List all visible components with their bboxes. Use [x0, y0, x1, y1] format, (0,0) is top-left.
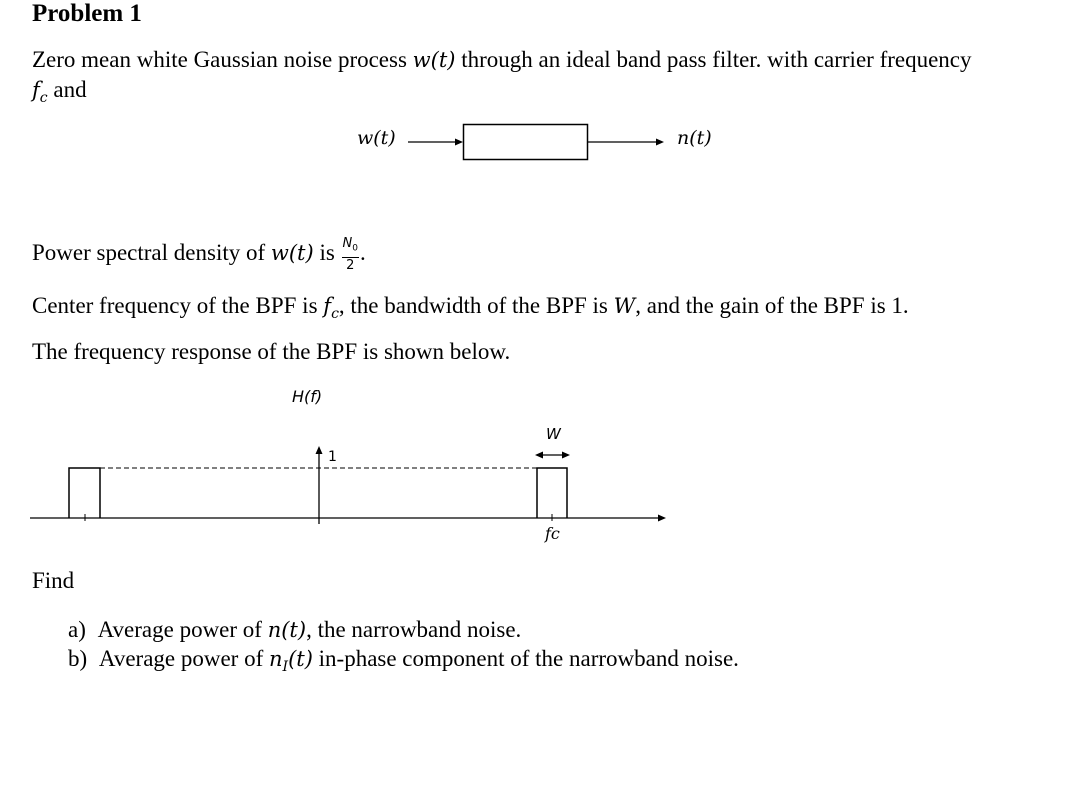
plot-gain-label: 1 — [328, 449, 337, 465]
center-line — [32, 293, 909, 322]
psd-period: . — [360, 240, 366, 266]
psd-is-text: is — [313, 240, 341, 266]
question-a-text: Average power of — [97, 617, 268, 642]
question-b-symbol-arg: (t) — [288, 647, 313, 671]
intro-text-3: and — [47, 77, 87, 102]
intro-w-symbol: w(t) — [412, 48, 456, 72]
diagram-output-label: n(t) — [677, 127, 712, 149]
psd-w-symbol: w(t) — [270, 241, 314, 266]
psd-numerator-subscript: 0 — [352, 243, 359, 254]
question-b — [68, 646, 739, 675]
bpf-block — [464, 125, 588, 160]
problem-title: Problem 1 — [32, 0, 142, 27]
question-a — [68, 617, 521, 643]
center-fc-symbol: f — [323, 294, 332, 318]
question-a-symbol: n(t) — [267, 618, 307, 642]
magnitude-axis-arrowhead — [316, 446, 323, 454]
center-text-3: , and the gain of the BPF is 1. — [635, 293, 909, 318]
bandwidth-arrow-left — [535, 452, 543, 459]
bandwidth-arrow-right — [562, 452, 570, 459]
question-b-marker: b) — [68, 646, 88, 671]
question-a-tail: , the narrowband noise. — [306, 617, 522, 642]
center-fc-subscript: c — [331, 306, 339, 322]
output-arrowhead — [656, 139, 664, 146]
plot-y-label: H(f) — [292, 387, 323, 406]
positive-passband-rect — [537, 468, 567, 518]
intro-fc-symbol: f — [32, 78, 40, 102]
question-b-tail: in-phase component of the narrowband noise. — [312, 646, 739, 671]
intro-text-2: through an ideal band pass filter. with carrier frequency — [455, 47, 972, 72]
frequency-axis-arrowhead — [658, 515, 666, 522]
intro-fc-subscript: c — [39, 90, 48, 106]
question-b-subscript: I — [282, 659, 289, 675]
freq-response-text: The frequency response of the BPF is shown below. — [32, 339, 511, 364]
plot-bandwidth-label: W — [546, 425, 561, 443]
intro-text-1: Zero mean white Gaussian noise process — [32, 47, 413, 72]
plot-fc-label: fc — [545, 524, 560, 543]
center-W-symbol: W — [613, 294, 636, 318]
psd-denominator: 2 — [346, 257, 355, 273]
find-heading: Find — [32, 568, 75, 593]
diagram-input-label: w(t) — [357, 127, 396, 149]
question-b-symbol: n — [269, 647, 283, 671]
question-a-marker: a) — [68, 617, 86, 642]
psd-text: Power spectral density of — [32, 240, 271, 266]
center-text-2: , the bandwidth of the BPF is — [338, 293, 614, 318]
psd-numerator-N: N — [342, 236, 353, 251]
negative-passband-rect — [69, 468, 100, 518]
question-b-text: Average power of — [98, 646, 269, 671]
input-arrowhead — [455, 139, 463, 146]
psd-line — [32, 236, 366, 274]
center-text-1: Center frequency of the BPF is — [32, 293, 324, 318]
psd-numerator — [342, 236, 359, 258]
psd-fraction — [342, 236, 359, 274]
